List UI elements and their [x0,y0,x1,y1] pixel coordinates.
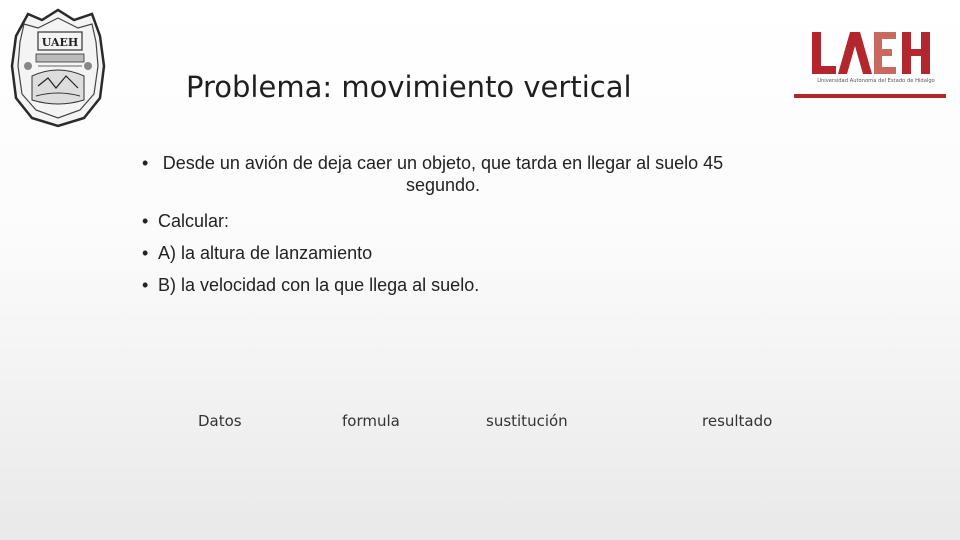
bullet-item [138,210,728,232]
column-label-sustitucion: sustitución [486,412,568,430]
slide-title: Problema: movimiento vertical [186,70,632,104]
seal-text: UAEH [41,36,79,49]
logo-underline [794,94,946,98]
bullet-text: Desde un avión de deja caer un objeto, que tarda en llegar al suelo 45 segundo. [162,153,724,195]
bullet-dot-icon: • [142,243,149,263]
column-label-datos: Datos [198,412,242,430]
bullet-text: Calcular: [158,211,230,231]
bullet-dot-icon: • [142,153,149,173]
column-label-formula: formula [342,412,400,430]
bullet-item [138,274,728,296]
bullet-list [138,152,728,306]
bullet-dot-icon: • [142,211,149,231]
bullet-dot-icon: • [142,275,149,295]
bullet-item [138,242,728,264]
uaeh-seal-logo [8,6,108,128]
uaeh-wordmark-logo [800,24,950,102]
column-label-resultado: resultado [702,412,773,430]
uaeh-logo-subtitle: Universidad Autónoma del Estado de Hidalgo [817,78,935,84]
bullet-text: B) la velocidad con la que llega al suelo. [158,275,480,295]
bullet-text: A) la altura de lanzamiento [158,243,373,263]
bullet-item [138,152,728,196]
